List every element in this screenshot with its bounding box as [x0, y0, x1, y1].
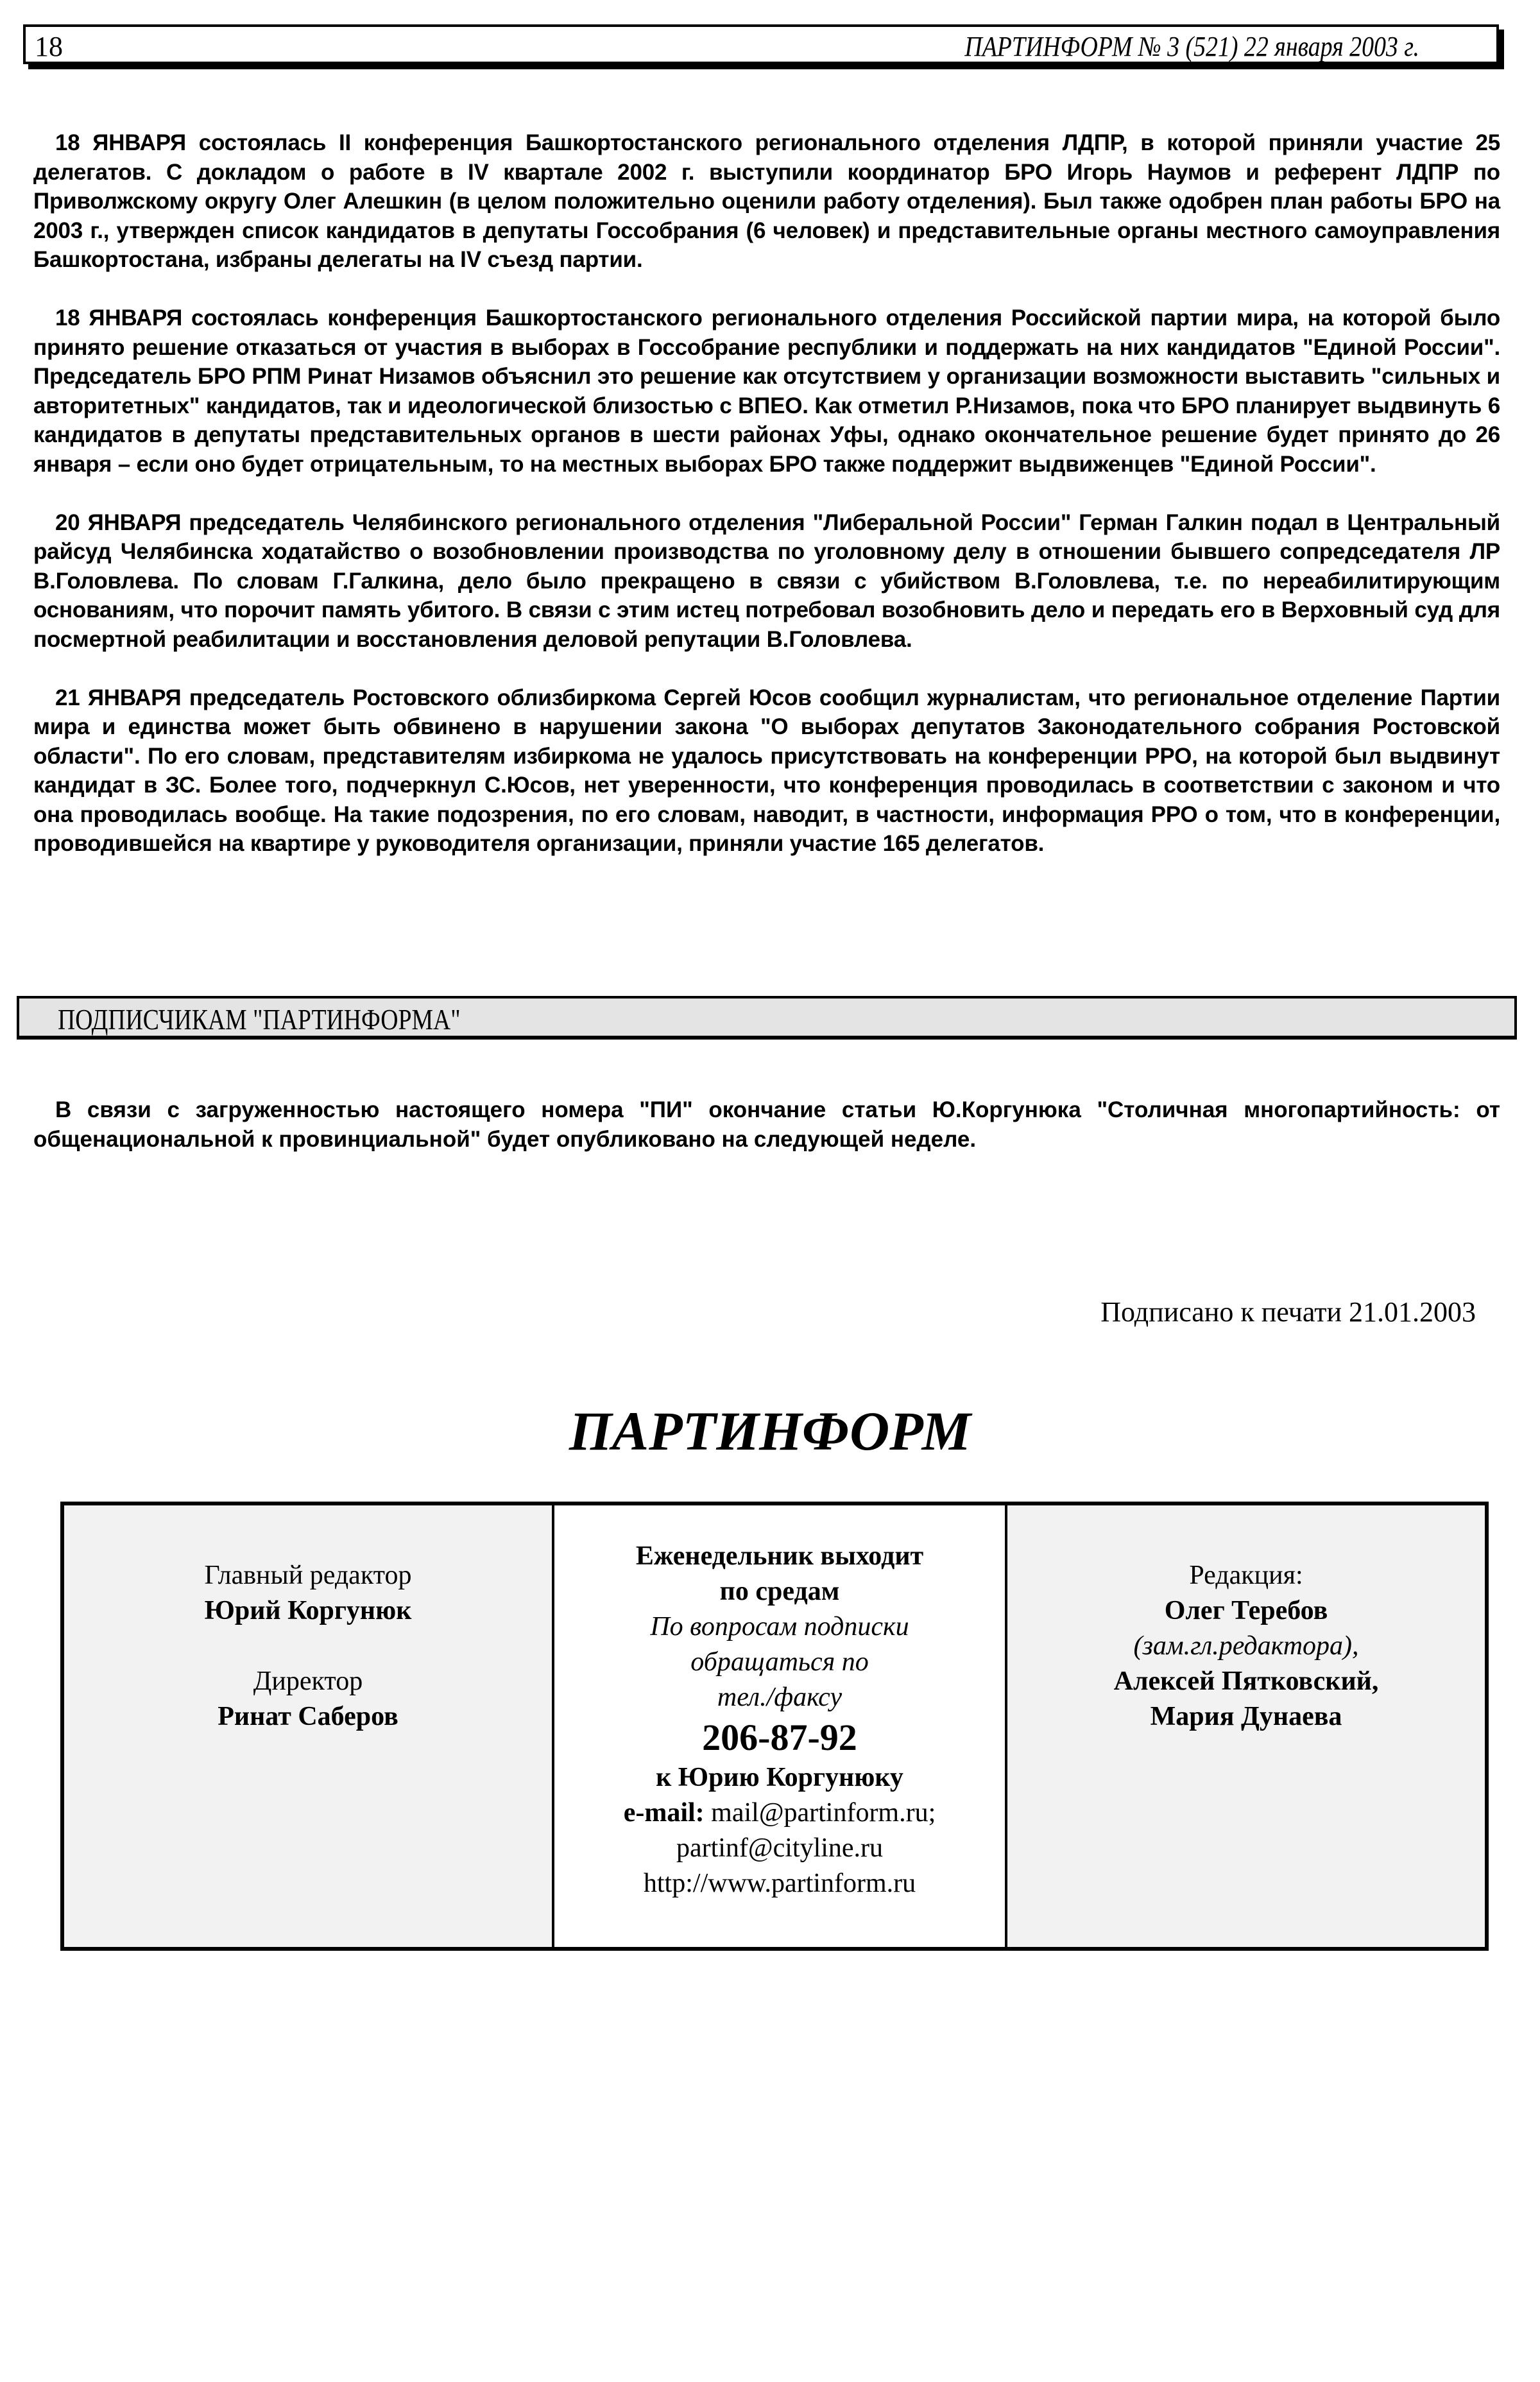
contact-person: к Юрию Коргунюку — [656, 1763, 903, 1792]
signed-to-print: Подписано к печати 21.01.2003 — [1100, 1296, 1476, 1328]
subscribers-notice: В связи с загруженностью настоящего номера "ПИ" окончание статьи Ю.Коргунюка "Столичная многопартийность: от общенациональной к провинциальной" будет опубликовано на следующей неделе. — [33, 1097, 1500, 1152]
email-link[interactable]: mail@partinform.ru; — [711, 1798, 936, 1828]
subscription-line: По вопросам подписки — [650, 1612, 909, 1641]
email-label: e-mail: — [623, 1798, 705, 1828]
news-text: состоялась II конференция Башкортостанского регионального отделения ЛДПР, в которой приняли участие 25 делегатов. С докладом о работе в IV квартале 2002 г. выступили координатор БРО Игорь Наумов и референт ЛДПР по Приволжскому округу Олег Алешкин (в целом положительно оценили работу отделения). Был также одобрен план работы БРО на 2003 г., утвержден список кандидатов в депутаты Госсобрания (6 человек) и представительные органы местного самоуправления Башкортостана, избраны делегаты на IV съезд партии. — [33, 130, 1500, 273]
section-title: ПОДПИСЧИКАМ "ПАРТИНФОРМА" — [58, 1003, 461, 1036]
weekly-line: Еженедельник выходит — [635, 1541, 924, 1571]
phone-number: 206-87-92 — [702, 1717, 857, 1758]
section-heading-bar — [17, 996, 1517, 1040]
imprint-table — [60, 1502, 1489, 1951]
imprint-editors — [64, 1505, 554, 1947]
news-date: 20 ЯНВАРЯ — [55, 510, 182, 535]
staff-role: (зам.гл.редактора), — [1133, 1631, 1359, 1661]
news-date: 18 ЯНВАРЯ — [55, 305, 183, 330]
director-role: Директор — [253, 1667, 363, 1696]
weekly-line: по средам — [719, 1577, 840, 1606]
staff-name: Олег Теребов — [1164, 1596, 1328, 1625]
news-item — [33, 304, 1500, 479]
editor-name: Юрий Коргунюк — [204, 1596, 412, 1625]
news-text: председатель Ростовского облизбиркома Сергей Юсов сообщил журналистам, что региональное отделение Партии мира и единства может быть обвинено в нарушении закона "О выборах депутатов Законодательного собрания Ростовской области". По его словам, представителям избиркома не удалось присутствовать на конференции РРО, на которой был выдвинут кандидат в ЗС. Более того, подчеркнул С.Юсов, нет уверенности, что конференция проводилась в соответствии с законом и что она проводилась вообще. На такие подозрения, по его словам, наводит, в частности, информация РРО о том, что в конференции, проводившейся на квартире у руководителя организации, приняли участие 165 делегатов. — [33, 685, 1500, 857]
imprint-staff — [1007, 1505, 1485, 1947]
subscription-line: тел./факсу — [717, 1683, 843, 1712]
imprint-contacts — [554, 1505, 1007, 1947]
editor-role: Главный редактор — [204, 1561, 412, 1590]
news-item — [33, 128, 1500, 275]
page-number: 18 — [35, 31, 63, 62]
staff-label: Редакция: — [1189, 1561, 1303, 1590]
email-row — [554, 1795, 1005, 1831]
email-link[interactable]: partinf@cityline.ru — [676, 1833, 884, 1863]
director-name: Ринат Саберов — [218, 1702, 398, 1731]
news-date: 21 ЯНВАРЯ — [55, 685, 182, 710]
website-link[interactable]: http://www.partinform.ru — [643, 1869, 916, 1898]
news-item — [33, 508, 1500, 655]
news-list — [33, 128, 1500, 887]
subscription-line: обращаться по — [690, 1647, 869, 1677]
issue-title: ПАРТИНФОРМ № 3 (521) 22 января 2003 г. — [964, 31, 1419, 62]
news-date: 18 ЯНВАРЯ — [55, 130, 186, 155]
news-text: состоялась конференция Башкортостанского регионального отделения Российской партии мира, на которой было принято решение отказаться от участия в выборах в Госсобрание республики и поддержать на них кандидатов "Единой России". Председатель БРО РПМ Ринат Низамов объяснил это решение как отсутствием у организации возможности выставить "сильных и авторитетных" кандидатов, так и идеологической близостью с ВПЕО. Как отметил Р.Низамов, пока что БРО планирует выдвинуть 6 кандидатов в депутаты представительных органов в шести районах Уфы, однако окончательное решение будет принято до 26 января – если оно будет отрицательным, то на местных выборах БРО также поддержит выдвиженцев "Единой России". — [33, 305, 1501, 477]
news-item — [33, 683, 1500, 859]
running-header — [23, 24, 1499, 64]
staff-name: Алексей Пятковский, — [1113, 1667, 1379, 1696]
staff-name: Мария Дунаева — [1150, 1702, 1342, 1731]
masthead-logo: ПАРТИНФОРМ — [569, 1400, 971, 1462]
news-text: председатель Челябинского регионального отделения "Либеральной России" Герман Галкин подал в Центральный райсуд Челябинска ходатайство о возобновлении производства по уголовному делу в отношении бывшего сопредседателя ЛР В.Головлева. По словам Г.Галкина, дело было прекращено в связи с убийством В.Головлева, т.е. по нереабилитирующим основаниям, что порочит память убитого. В связи с этим истец потребовал возобновить дело и передать его в Верховный суд для посмертной реабилитации и восстановления деловой репутации В.Головлева. — [33, 510, 1500, 652]
